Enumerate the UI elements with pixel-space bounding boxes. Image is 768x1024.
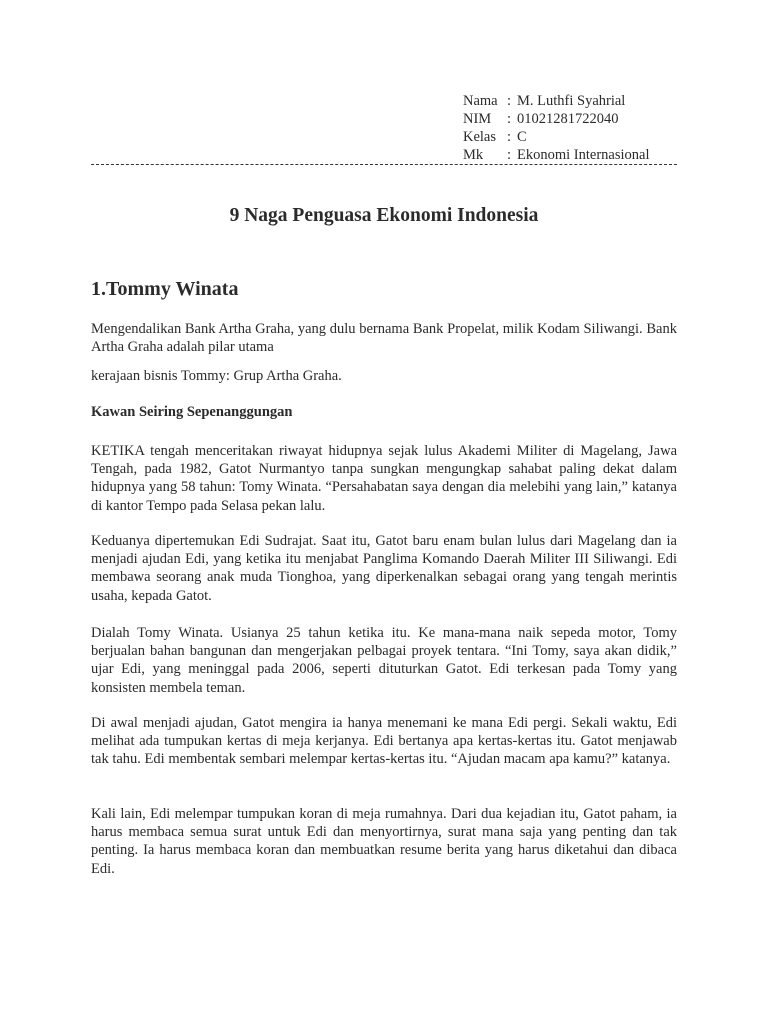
info-row-nim <box>463 110 649 128</box>
document-title: 9 Naga Penguasa Ekonomi Indonesia <box>229 205 539 226</box>
info-value: 01021281722040 <box>517 111 619 127</box>
dashed-divider <box>91 164 677 165</box>
body-paragraph: Di awal menjadi ajudan, Gatot mengira ia hanya menemani ke mana Edi pergi. Sekali waktu, Edi melihat ada tumpukan kertas di meja kerjanya. Edi bertanya apa kertas-kertas itu. Gatot menjawab tak tahu. Edi membentak sembari melempar kertas-kertas itu. “Ajudan macam apa kamu?” katanya. <box>91 715 677 768</box>
info-separator: : <box>507 93 512 109</box>
subheading: Kawan Seiring Sepenanggungan <box>91 404 293 420</box>
body-paragraph: Keduanya dipertemukan Edi Sudrajat. Saat itu, Gatot baru enam bulan lulus dari Magelang dan ia menjadi ajudan Edi, yang ketika itu menjabat Panglima Komando Daerah Militer III Siliwangi. Edi membawa seorang anak muda Tionghoa, yang diperkenalkan sebagai orang yang tengah merintis usaha, kepada Gatot. <box>91 533 677 604</box>
info-separator: : <box>507 129 512 145</box>
info-separator: : <box>507 147 512 163</box>
body-paragraph: KETIKA tengah menceritakan riwayat hidupnya sejak lulus Akademi Militer di Magelang, Jawa Tengah, pada 1982, Gatot Nurmantyo tanpa sungkan mengungkap sahabat paling dekat dalam hidupnya yang 58 tahun: Tomy Winata. “Persahabatan saya dengan dia melebihi yang lain,” katanya di kantor Tempo pada Selasa pekan lalu. <box>91 443 677 514</box>
intro-paragraph-1: Mengendalikan Bank Artha Graha, yang dulu bernama Bank Propelat, milik Kodam Siliwangi. Bank Artha Graha adalah pilar utama <box>91 321 677 356</box>
intro-paragraph-2: kerajaan bisnis Tommy: Grup Artha Graha. <box>91 368 342 384</box>
info-label: Nama <box>463 93 498 109</box>
body-paragraph: Kali lain, Edi melempar tumpukan koran di meja rumahnya. Dari dua kejadian itu, Gatot paham, ia harus membaca semua surat untuk Edi dan menyortirnya, surat mana saja yang penting dan tak penting. Ia harus membaca koran dan membuatkan resume berita yang harus diketahui dan dibaca Edi. <box>91 806 677 877</box>
info-label: Mk <box>463 147 484 163</box>
info-value: Ekonomi Internasional <box>517 147 650 163</box>
info-value: M. Luthfi Syahrial <box>517 93 626 109</box>
info-row-nama <box>463 92 649 110</box>
student-info-block <box>463 92 649 164</box>
info-label: NIM <box>463 111 492 127</box>
info-label: Kelas <box>463 129 497 145</box>
info-row-mk <box>463 146 649 164</box>
body-paragraph: Dialah Tomy Winata. Usianya 25 tahun ketika itu. Ke mana-mana naik sepeda motor, Tomy berjualan bahan bangunan dan mengerjakan pelbagai proyek tentara. “Ini Tomy, saya akan didik,” ujar Edi, yang meninggal pada 2006, seperti dituturkan Gatot. Edi terkesan pada Tomy yang konsisten membela teman. <box>91 625 677 696</box>
section-heading: 1.Tommy Winata <box>91 278 239 300</box>
info-row-kelas <box>463 128 649 146</box>
info-separator: : <box>507 111 512 127</box>
info-value: C <box>517 129 527 145</box>
